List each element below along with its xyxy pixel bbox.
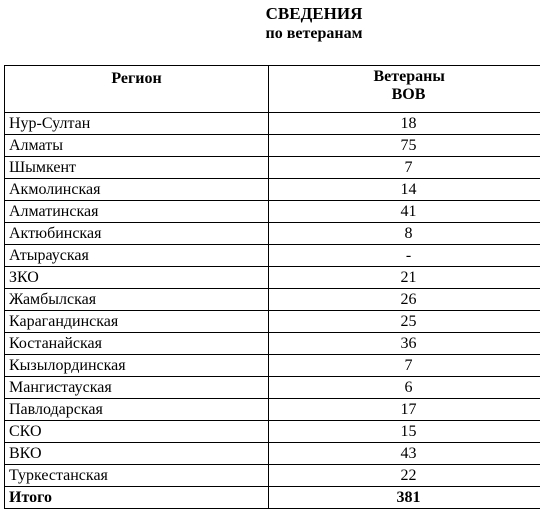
veterans-count-cell: 43 — [269, 443, 540, 465]
table-row — [5, 311, 540, 333]
table-row — [5, 135, 540, 157]
region-cell: Нур-Султан — [5, 113, 269, 135]
table-row — [5, 355, 540, 377]
column-header-veterans-text: Ветераны ВОВ — [374, 68, 444, 104]
table-row — [5, 465, 540, 487]
region-cell: Акмолинская — [5, 179, 269, 201]
column-header-veterans — [269, 66, 540, 113]
column-header-region: Регион — [5, 66, 269, 113]
total-label: Итого — [5, 487, 269, 509]
veterans-count-cell: 7 — [269, 355, 540, 377]
veterans-count-cell: 26 — [269, 289, 540, 311]
region-cell: Алматинская — [5, 201, 269, 223]
veterans-count-cell: 18 — [269, 113, 540, 135]
region-cell: Туркестанская — [5, 465, 269, 487]
table-row — [5, 179, 540, 201]
table-row — [5, 377, 540, 399]
table-row — [5, 267, 540, 289]
table-body — [5, 113, 540, 487]
region-cell: Атырауская — [5, 245, 269, 267]
table-row — [5, 333, 540, 355]
table-row — [5, 245, 540, 267]
table-total-row — [5, 487, 540, 509]
veterans-count-cell: 36 — [269, 333, 540, 355]
table-row — [5, 421, 540, 443]
table-row — [5, 157, 540, 179]
veterans-count-cell: 15 — [269, 421, 540, 443]
region-cell: Мангистауская — [5, 377, 269, 399]
veterans-count-cell: 41 — [269, 201, 540, 223]
region-cell: ЗКО — [5, 267, 269, 289]
document-title: СВЕДЕНИЯ — [0, 4, 540, 24]
veterans-table — [4, 65, 540, 509]
veterans-count-cell: 17 — [269, 399, 540, 421]
region-cell: Костанайская — [5, 333, 269, 355]
veterans-count-cell: 7 — [269, 157, 540, 179]
document-subtitle: по ветеранам — [0, 24, 540, 44]
region-cell: Жамбылская — [5, 289, 269, 311]
total-value: 381 — [269, 487, 540, 509]
veterans-count-cell: 25 — [269, 311, 540, 333]
veterans-count-cell: 75 — [269, 135, 540, 157]
region-cell: Кызылординская — [5, 355, 269, 377]
veterans-count-cell: 6 — [269, 377, 540, 399]
veterans-count-cell: 21 — [269, 267, 540, 289]
table-row — [5, 113, 540, 135]
veterans-count-cell: 8 — [269, 223, 540, 245]
region-cell: Актюбинская — [5, 223, 269, 245]
region-cell: Карагандинская — [5, 311, 269, 333]
region-cell: Павлодарская — [5, 399, 269, 421]
region-cell: Алматы — [5, 135, 269, 157]
veterans-count-cell: 22 — [269, 465, 540, 487]
table-row — [5, 443, 540, 465]
table-row — [5, 201, 540, 223]
table-header-row — [5, 66, 540, 113]
veterans-count-cell: - — [269, 245, 540, 267]
region-cell: СКО — [5, 421, 269, 443]
table-row — [5, 289, 540, 311]
table-row — [5, 399, 540, 421]
region-cell: ВКО — [5, 443, 269, 465]
table-row — [5, 223, 540, 245]
veterans-count-cell: 14 — [269, 179, 540, 201]
region-cell: Шымкент — [5, 157, 269, 179]
